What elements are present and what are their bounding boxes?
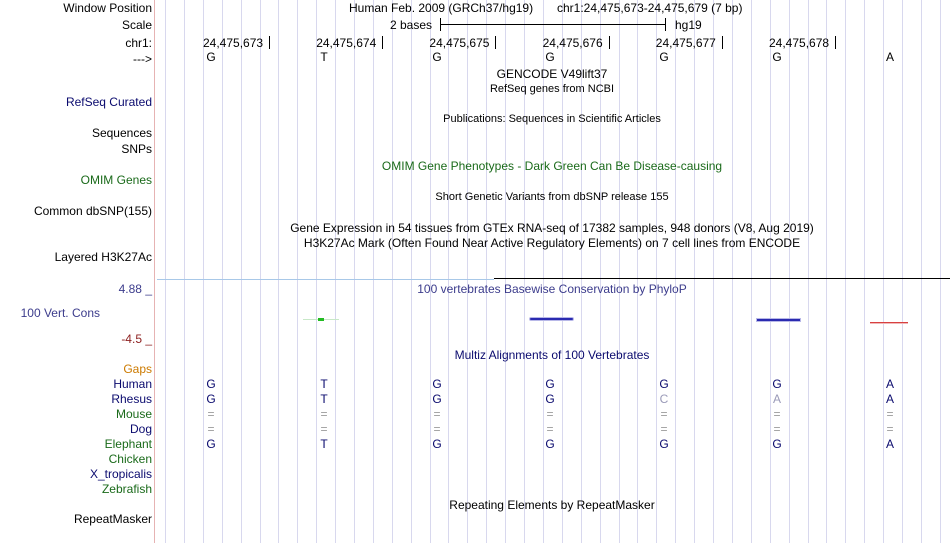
- gridline: [732, 0, 733, 543]
- ruler-coordinate: 24,475,677: [655, 36, 716, 50]
- alignment-base: =: [433, 422, 441, 436]
- gtex-track-title[interactable]: Gene Expression in 54 tissues from GTEx RNA-seq of 17382 samples, 948 donors (V8, Aug 2019): [290, 221, 814, 235]
- gridline: [297, 0, 298, 543]
- reference-base: G: [772, 50, 782, 64]
- gridline: [392, 0, 393, 543]
- alignment-base: =: [320, 407, 328, 421]
- gridline: [619, 0, 620, 543]
- chromosome-label: chr1:: [125, 36, 152, 50]
- alignment-base: =: [320, 422, 328, 436]
- gridline: [902, 0, 903, 543]
- reference-base: G: [432, 50, 442, 64]
- track-label-layered-h3k27ac[interactable]: Layered H3K27Ac: [54, 250, 152, 264]
- ruler-coordinate: 24,475,674: [316, 36, 377, 50]
- alignment-base: G: [545, 392, 555, 406]
- reference-base: G: [659, 50, 669, 64]
- species-label-zebrafish[interactable]: Zebrafish: [101, 482, 152, 496]
- refseq-track-title[interactable]: RefSeq genes from NCBI: [489, 83, 615, 95]
- scale-bar-left-cap: [440, 18, 441, 31]
- gridline: [694, 0, 695, 543]
- scale-bar-right-cap: [665, 18, 666, 31]
- conservation-max-value: 4.88 _: [118, 282, 152, 296]
- gridline: [430, 0, 431, 543]
- scale-bar-text: 2 bases: [390, 18, 433, 32]
- gridline: [165, 0, 166, 543]
- alignment-base: C: [659, 392, 669, 406]
- gridline: [940, 0, 941, 543]
- phylop-track-title[interactable]: 100 vertebrates Basewise Conservation by PhyloP: [417, 282, 687, 296]
- publications-track-title[interactable]: Publications: Sequences in Scientific Articles: [443, 113, 661, 125]
- ruler-tick: [495, 36, 496, 49]
- alignment-base: T: [320, 437, 328, 451]
- species-label-x-tropicalis[interactable]: X_tropicalis: [89, 467, 152, 481]
- species-label-human[interactable]: Human: [113, 377, 152, 391]
- alignment-base: G: [659, 437, 669, 451]
- gencode-track-title[interactable]: GENCODE V49lift37: [496, 67, 608, 81]
- gridline: [184, 0, 185, 543]
- gridline: [260, 0, 261, 543]
- alignment-base: =: [207, 407, 215, 421]
- track-label-gaps[interactable]: Gaps: [123, 362, 152, 376]
- track-label-100-vert-cons[interactable]: 100 Vert. Cons: [20, 306, 100, 320]
- track-label-omim-genes[interactable]: OMIM Genes: [80, 173, 152, 187]
- gridline: [770, 0, 771, 543]
- alignment-base: G: [206, 392, 216, 406]
- multiz-track-title[interactable]: Multiz Alignments of 100 Vertebrates: [454, 348, 650, 362]
- species-label-chicken[interactable]: Chicken: [108, 452, 152, 466]
- reference-base: G: [545, 50, 555, 64]
- gridline: [486, 0, 487, 543]
- alignment-base: G: [545, 437, 555, 451]
- alignment-base: G: [432, 377, 442, 391]
- gridline: [637, 0, 638, 543]
- gridline: [203, 0, 204, 543]
- gridline: [354, 0, 355, 543]
- ruler-coordinate: 24,475,675: [429, 36, 490, 50]
- species-label-elephant[interactable]: Elephant: [104, 437, 152, 451]
- dbsnp-track-title[interactable]: Short Genetic Variants from dbSNP release 155: [435, 191, 669, 203]
- gridline: [845, 0, 846, 543]
- track-label-common-dbsnp[interactable]: Common dbSNP(155): [33, 204, 152, 218]
- species-label-dog[interactable]: Dog: [129, 422, 152, 436]
- gridline: [222, 0, 223, 543]
- window-position-label: Window Position: [63, 1, 152, 15]
- gridline: [448, 0, 449, 543]
- alignment-base: G: [659, 377, 669, 391]
- alignment-base: =: [773, 422, 781, 436]
- scale-label: Scale: [121, 18, 152, 32]
- alignment-base: G: [772, 377, 782, 391]
- label-separator-line: [154, 0, 155, 543]
- track-label-refseq-curated[interactable]: RefSeq Curated: [65, 95, 152, 109]
- alignment-base: G: [206, 437, 216, 451]
- gridline: [335, 0, 336, 543]
- alignment-base: A: [885, 392, 894, 406]
- gridline: [921, 0, 922, 543]
- ruler-coordinate: 24,475,678: [769, 36, 830, 50]
- alignment-base: =: [660, 422, 668, 436]
- ruler-tick: [722, 36, 723, 49]
- species-label-rhesus[interactable]: Rhesus: [111, 392, 152, 406]
- track-label-sequences[interactable]: Sequences: [91, 126, 152, 140]
- species-label-mouse[interactable]: Mouse: [115, 407, 152, 421]
- omim-track-title[interactable]: OMIM Gene Phenotypes - Dark Green Can Be Disease-causing: [381, 159, 723, 173]
- alignment-base: G: [432, 437, 442, 451]
- h3k27ac-track-title[interactable]: H3K27Ac Mark (Often Found Near Active Regulatory Elements) on 7 cell lines from ENCODE: [303, 236, 801, 250]
- alignment-base: =: [886, 407, 894, 421]
- gridline: [789, 0, 790, 543]
- alignment-base: =: [207, 422, 215, 436]
- cons-mark-pos-7: [870, 322, 908, 323]
- alignment-base: A: [885, 437, 894, 451]
- track-label-repeatmasker[interactable]: RepeatMasker: [73, 512, 152, 526]
- alignment-base: =: [433, 407, 441, 421]
- reference-base: A: [885, 50, 894, 64]
- gridline: [826, 0, 827, 543]
- repeatmasker-track-title[interactable]: Repeating Elements by RepeatMasker: [449, 498, 655, 512]
- alignment-base: =: [773, 407, 781, 421]
- gridline: [411, 0, 412, 543]
- ruler-tick: [609, 36, 610, 49]
- gridline: [316, 0, 317, 543]
- gridline: [808, 0, 809, 543]
- ruler-coordinate: 24,475,673: [203, 36, 264, 50]
- h3k27ac-signal-baseline: [157, 279, 494, 280]
- h3k27ac-signal-line: [494, 278, 950, 279]
- gridline: [373, 0, 374, 543]
- alignment-base: A: [885, 377, 894, 391]
- gridline: [241, 0, 242, 543]
- alignment-base: G: [772, 437, 782, 451]
- gridline: [675, 0, 676, 543]
- alignment-base: =: [660, 407, 668, 421]
- reference-base: T: [320, 50, 328, 64]
- gridline: [467, 0, 468, 543]
- gridline: [864, 0, 865, 543]
- alignment-base: A: [772, 392, 781, 406]
- gridline: [278, 0, 279, 543]
- alignment-base: T: [320, 392, 328, 406]
- track-label-snps[interactable]: SNPs: [121, 142, 152, 156]
- ruler-tick: [382, 36, 383, 49]
- ruler-coordinate: 24,475,676: [542, 36, 603, 50]
- reference-base: G: [206, 50, 216, 64]
- gridline: [751, 0, 752, 543]
- scale-bar-line: [440, 24, 666, 25]
- scale-bar-db: hg19: [675, 18, 702, 32]
- alignment-base: G: [545, 377, 555, 391]
- alignment-base: =: [546, 422, 554, 436]
- strand-arrow-label[interactable]: --->: [133, 52, 152, 66]
- assembly-name: Human Feb. 2009 (GRCh37/hg19): [349, 1, 534, 15]
- alignment-base: =: [886, 422, 894, 436]
- cons-mark-pos-2: [318, 318, 324, 321]
- gridline: [656, 0, 657, 543]
- conservation-min-value: -4.5 _: [121, 332, 152, 346]
- window-position-value: chr1:24,475,673-24,475,679 (7 bp): [557, 1, 743, 15]
- alignment-base: =: [546, 407, 554, 421]
- gridline: [883, 0, 884, 543]
- cons-mark-pos-4: [530, 318, 573, 320]
- alignment-base: T: [320, 377, 328, 391]
- alignment-base: G: [206, 377, 216, 391]
- gridline: [713, 0, 714, 543]
- ruler-tick: [835, 36, 836, 49]
- alignment-base: G: [432, 392, 442, 406]
- ruler-tick: [269, 36, 270, 49]
- cons-mark-pos-6: [757, 319, 800, 321]
